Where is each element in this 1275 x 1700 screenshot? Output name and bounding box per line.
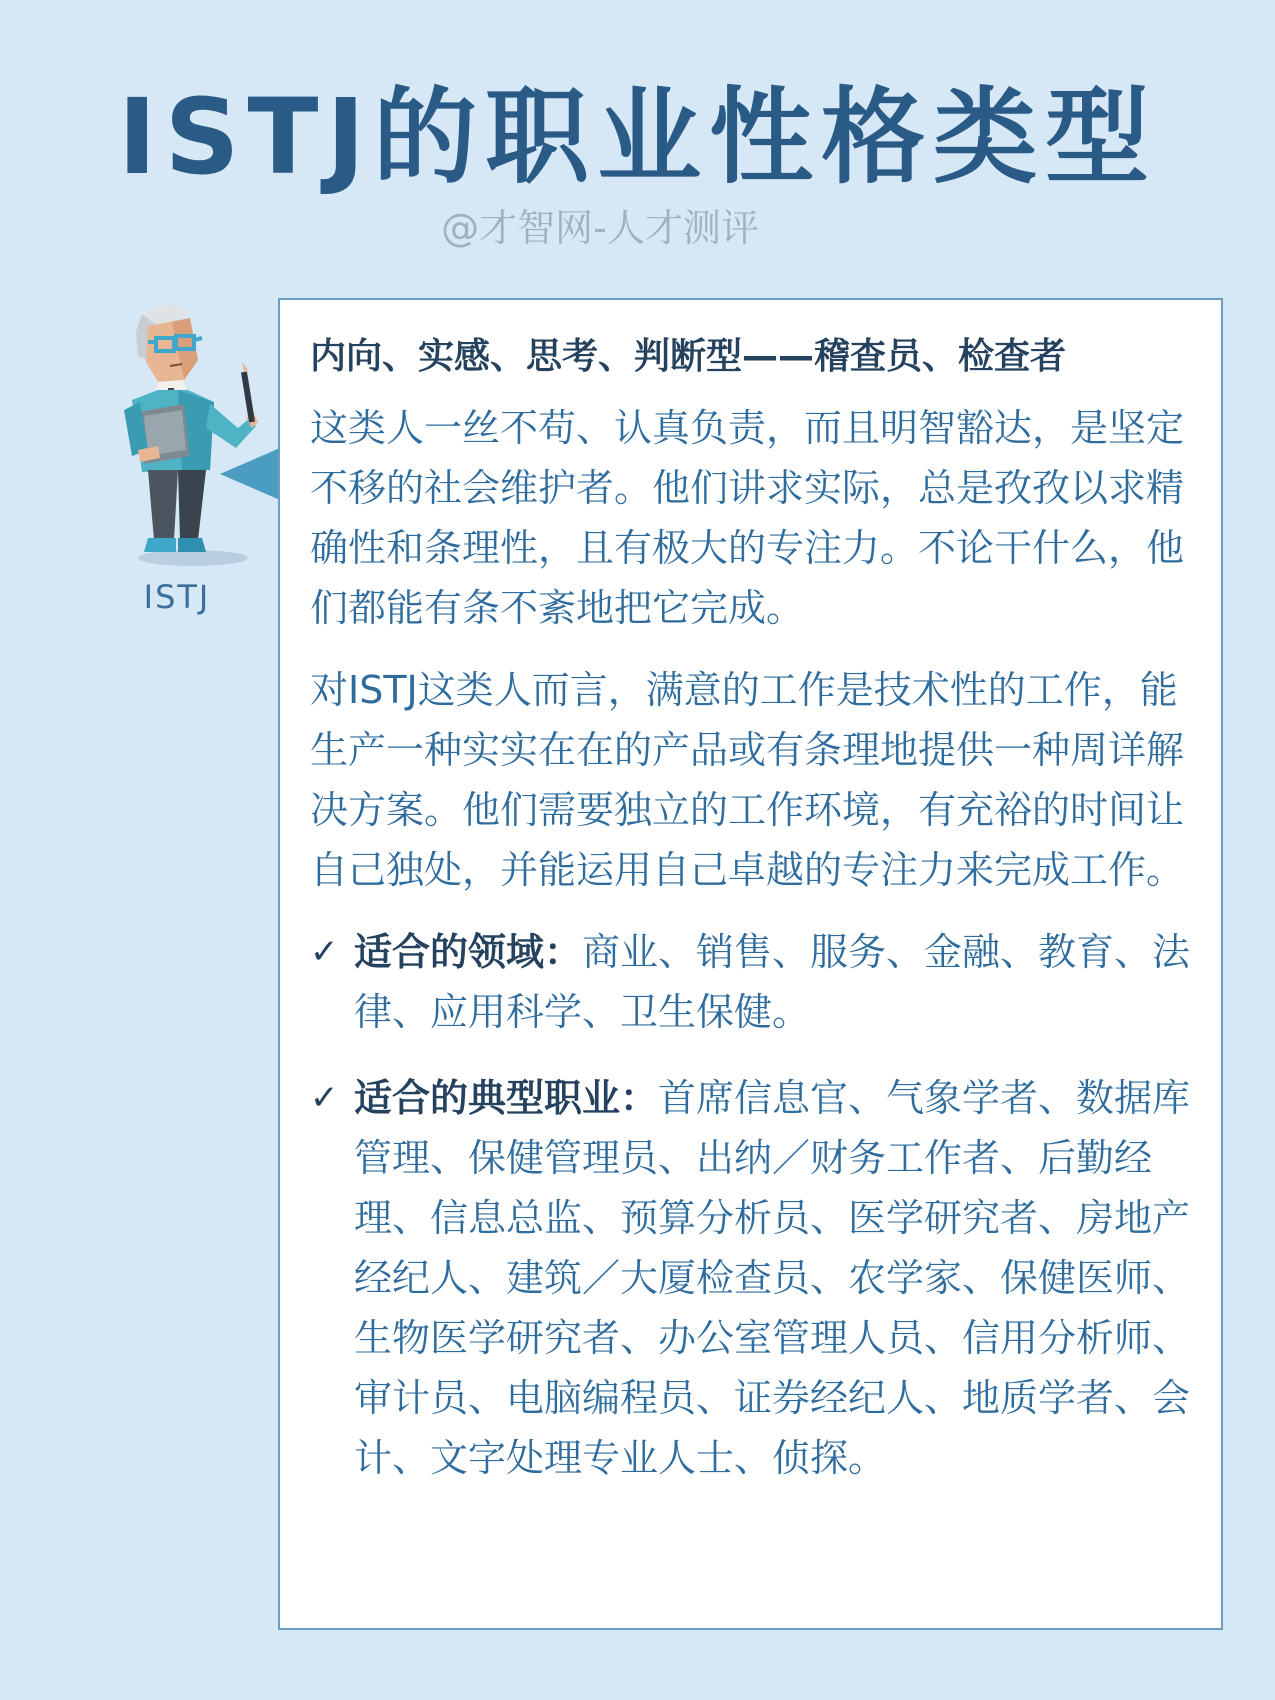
speech-pointer [220,448,280,500]
description-card [278,298,1223,1630]
suitable-fields-text: 商业、销售、服务、金融、教育、法律、应用科学、卫生保健。 [354,930,1191,1034]
typical-jobs-item [310,1068,1193,1488]
typical-jobs-body [354,1068,1193,1488]
typical-jobs-text: 首席信息官、气象学者、数据库管理、保健管理员、出纳／财务工作者、后勤经理、信息总监、预算分析员、医学研究者、房地产经纪人、建筑／大厦检查员、农学家、保健医师、生物医学研究者、办公室管理人员、信用分析师、审计员、电脑编程员、证券经纪人、地质学者、会计、文字处理专业人士、侦探。 [354,1076,1191,1480]
description-paragraph-2: 对ISTJ这类人而言，满意的工作是技术性的工作，能生产一种实实在在的产品或有条理地提供一种周详解决方案。他们需要独立的工作环境，有充裕的时间让自己独处，并能运用自己卓越的专注力来完成工作。 [310,668,1185,892]
checkmark-icon: ✓ [310,932,339,972]
type-heading: 内向、实感、思考、判断型——稽查员、检查者 [310,336,1067,377]
suitable-fields-label: 适合的领域： [354,930,583,974]
suitable-fields-body [354,922,1193,1042]
character-label: ISTJ [143,578,211,616]
suitable-fields-item [310,922,1193,1042]
character-illustration [118,300,288,570]
typical-jobs-label: 适合的典型职业： [354,1076,659,1120]
page-title: ISTJ的职业性格类型 [117,76,1158,198]
watermark-subtitle: @才智网-人才测评 [441,206,759,250]
checkmark-icon: ✓ [310,1078,339,1118]
description-paragraph-1: 这类人一丝不苟、认真负责，而且明智豁达，是坚定不移的社会维护者。他们讲求实际，总是孜孜以求精确性和条理性，且有极大的专注力。不论干什么，他们都能有条不紊地把它完成。 [310,406,1185,630]
